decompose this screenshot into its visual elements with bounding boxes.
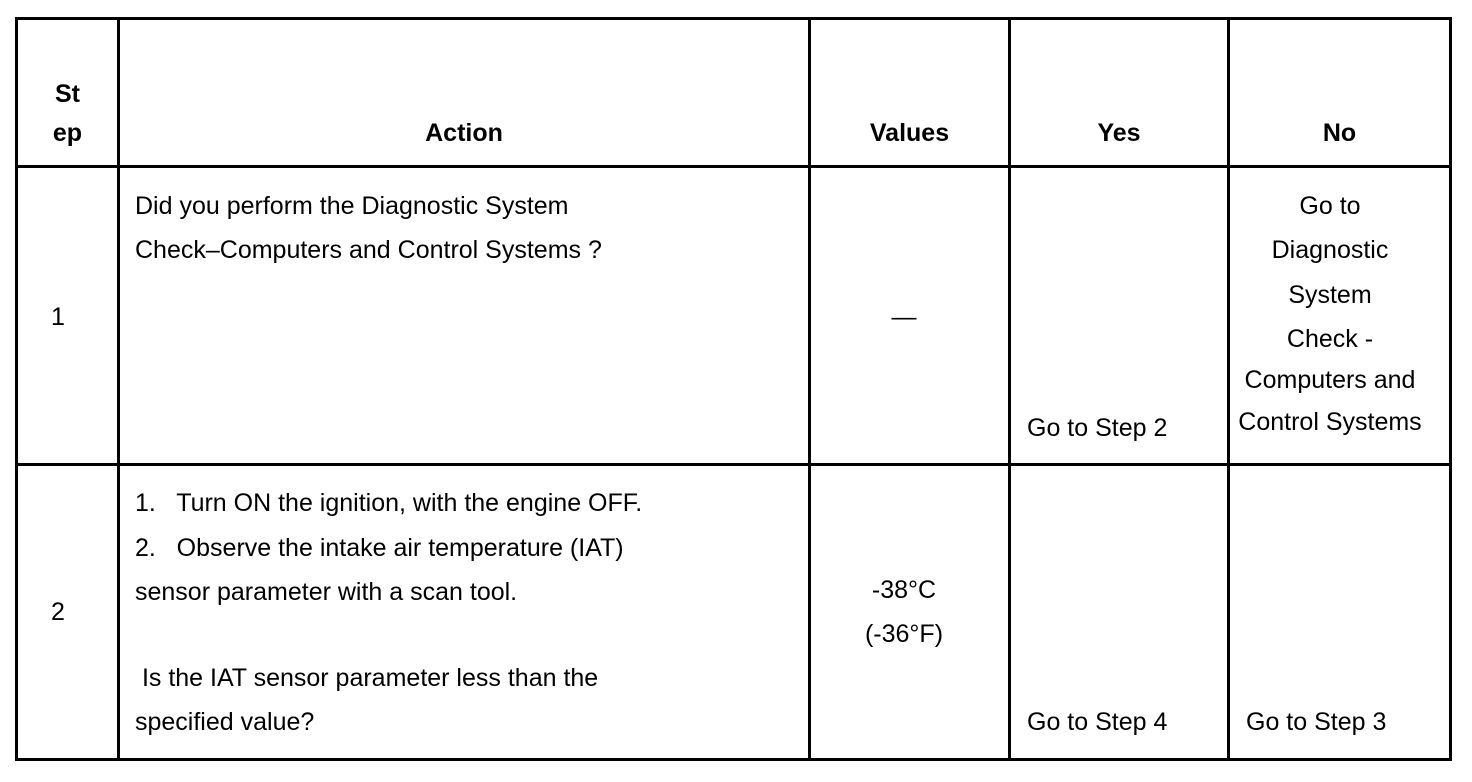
row1-no-line2: Diagnostic: [1271, 236, 1389, 264]
header-step-line2: ep: [52, 119, 83, 147]
header-divider: [15, 165, 1452, 168]
row1-action-line1: Did you perform the Diagnostic System: [135, 192, 569, 220]
row2-action-line3: sensor parameter with a scan tool.: [135, 578, 518, 606]
row1-step: 1: [51, 303, 65, 331]
row2-action-line5: specified value?: [135, 708, 315, 736]
row1-no-line1: Go to: [1299, 192, 1361, 220]
header-action: Action: [425, 119, 503, 147]
header-yes: Yes: [1097, 119, 1141, 147]
row1-no-line5: Computers and: [1244, 366, 1416, 394]
row-divider: [15, 463, 1452, 466]
row1-no-line3: System: [1288, 281, 1372, 309]
row2-value-line1: -38°C: [871, 576, 937, 604]
row1-value: —: [891, 303, 917, 331]
row1-action-line2: Check–Computers and Control Systems ?: [135, 236, 602, 264]
row2-yes: Go to Step 4: [1027, 708, 1168, 736]
row1-no-line6: Control Systems: [1238, 408, 1422, 436]
header-step-line1: St: [55, 80, 80, 108]
row2-no: Go to Step 3: [1246, 708, 1387, 736]
row1-yes: Go to Step 2: [1027, 414, 1168, 442]
row2-step: 2: [51, 598, 65, 626]
table-border-top: [15, 17, 1452, 20]
row1-no-line4: Check -: [1286, 325, 1374, 353]
header-no: No: [1322, 119, 1357, 147]
table-border-right: [1449, 17, 1452, 761]
row2-action-line1: 1. Turn ON the ignition, with the engine OFF.: [135, 489, 643, 517]
header-values: Values: [869, 119, 950, 147]
row2-action-line4: Is the IAT sensor parameter less than the: [135, 664, 599, 692]
row2-action-line2: 2. Observe the intake air temperature (IAT): [135, 534, 624, 562]
row2-value-line2: (-36°F): [864, 620, 944, 648]
table-border-bottom: [15, 758, 1452, 761]
